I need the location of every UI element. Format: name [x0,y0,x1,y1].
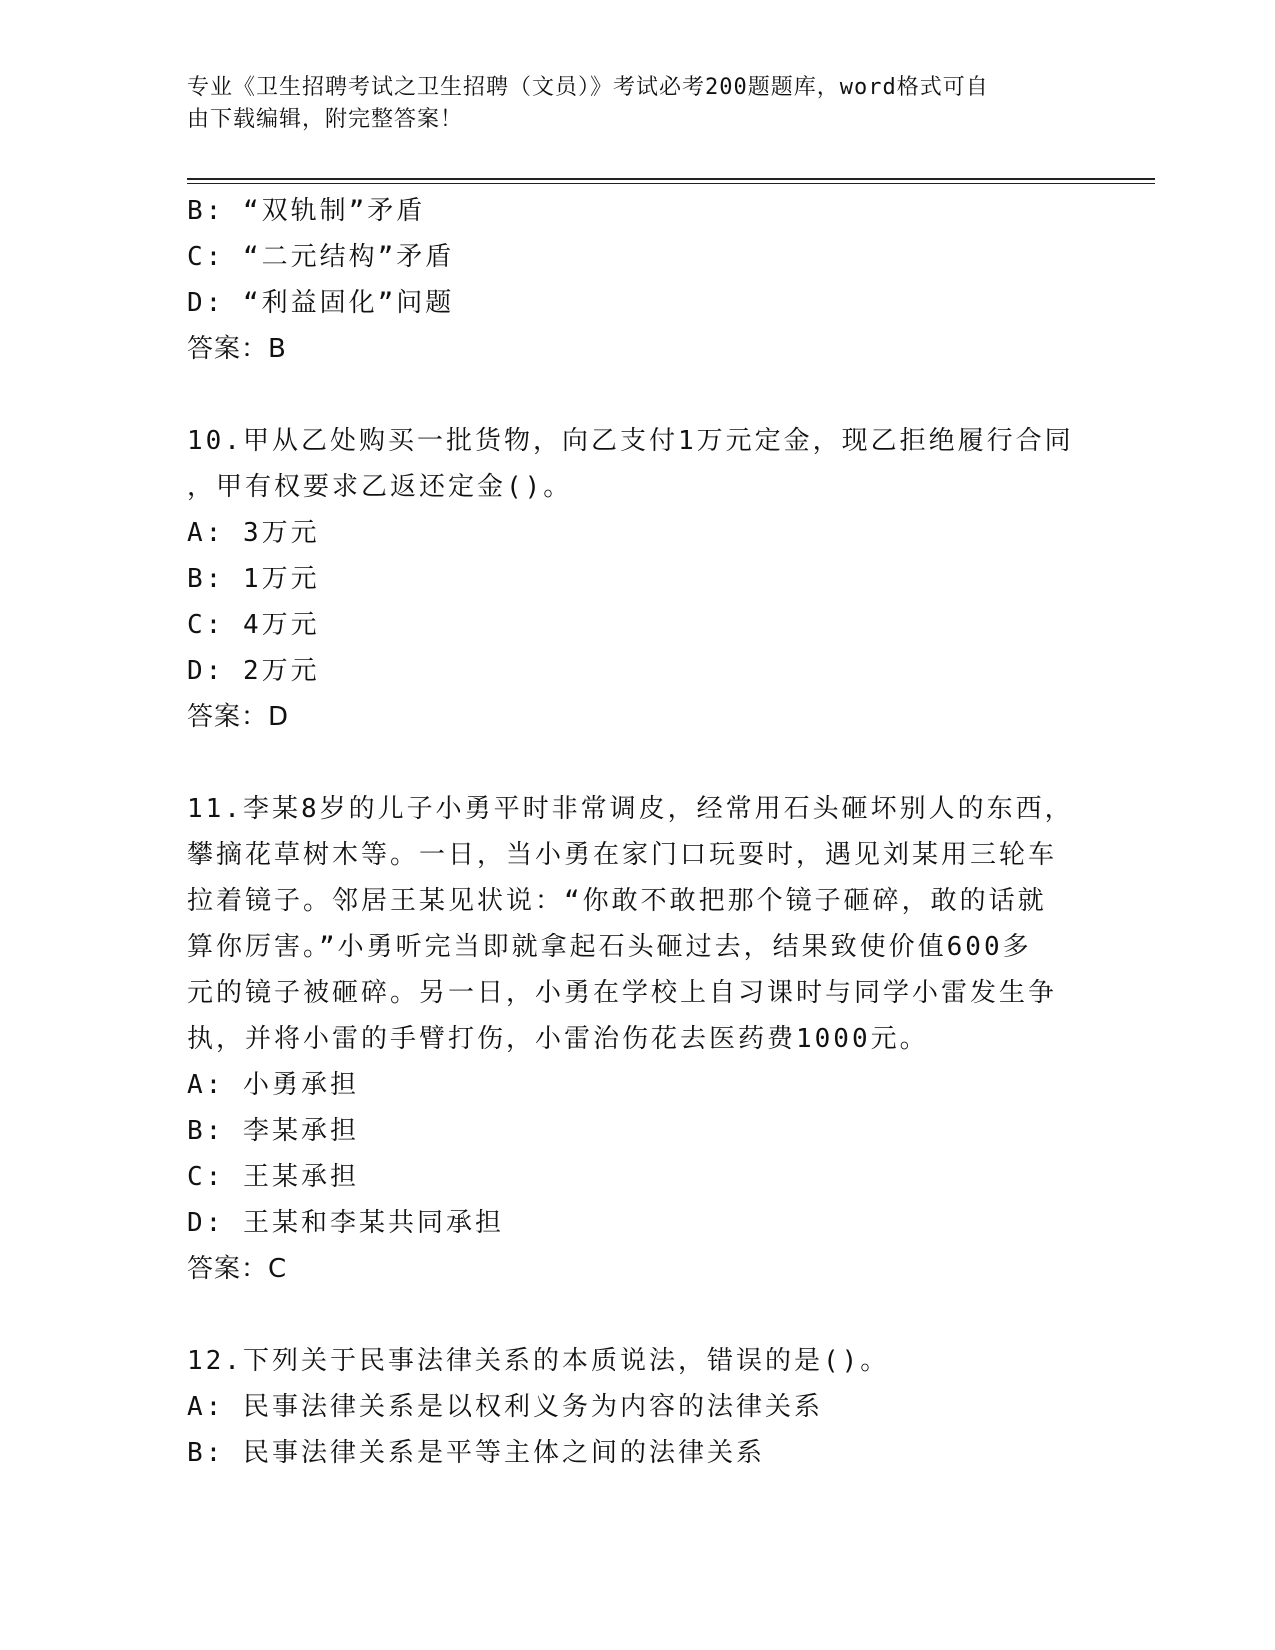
question-12 [187,1338,1087,1476]
header-line-1: 专业《卫生招聘考试之卫生招聘（文员）》考试必考200题题库，word格式可自 [187,75,989,100]
question-10 [187,418,1087,740]
question-11 [187,786,1087,1292]
option-d: D: 2万元 [187,656,320,686]
option-c: C: “二元结构”矛盾 [187,242,455,272]
option-c: C: 4万元 [187,610,320,640]
document-header [187,72,1087,136]
option-a: A: 3万元 [187,518,320,548]
spacer [187,1292,1087,1338]
question-stem-line: 10.甲从乙处购买一批货物，向乙支付1万元定金，现乙拒绝履行合同 [187,426,1074,456]
question-stem-line: 元的镜子被砸碎。另一日，小勇在学校上自习课时与同学小雷发生争 [187,978,1058,1008]
question-stem-line: 算你厉害。”小勇听完当即就拿起石头砸过去，结果致使价值600多 [187,932,1032,962]
header-rule-thick [187,178,1155,180]
spacer [187,740,1087,786]
option-b: B: “双轨制”矛盾 [187,196,426,226]
question-stem-line: 攀摘花草树木等。一日，当小勇在家门口玩耍时，遇见刘某用三轮车 [187,840,1058,870]
question-stem-line: 拉着镜子。邻居王某见状说：“你敢不敢把那个镜子砸碎，敢的话就 [187,886,1047,916]
option-d: D: 王某和李某共同承担 [187,1208,504,1238]
option-a: A: 小勇承担 [187,1070,359,1100]
answer-line: 答案：D [187,702,290,732]
option-b: B: 1万元 [187,564,320,594]
header-rule-thin [187,183,1155,184]
option-c: C: 王某承担 [187,1162,359,1192]
question-9 [187,188,1087,372]
option-b: B: 民事法律关系是平等主体之间的法律关系 [187,1438,765,1468]
question-stem-line: 执，并将小雷的手臂打伤，小雷治伤花去医药费1000元。 [187,1024,929,1054]
option-b: B: 李某承担 [187,1116,359,1146]
question-stem-line: ，甲有权要求乙返还定金()。 [187,472,573,502]
header-line-2: 由下载编辑，附完整答案！ [187,107,464,132]
option-a: A: 民事法律关系是以权利义务为内容的法律关系 [187,1392,823,1422]
question-list [187,188,1087,1476]
answer-line: 答案：B [187,334,287,364]
option-d: D: “利益固化”问题 [187,288,455,318]
question-stem-line: 11.李某8岁的儿子小勇平时非常调皮，经常用石头砸坏别人的东西， [187,794,1074,824]
question-stem-line: 12.下列关于民事法律关系的本质说法，错误的是()。 [187,1346,890,1376]
answer-line: 答案：C [187,1254,288,1284]
spacer [187,372,1087,418]
